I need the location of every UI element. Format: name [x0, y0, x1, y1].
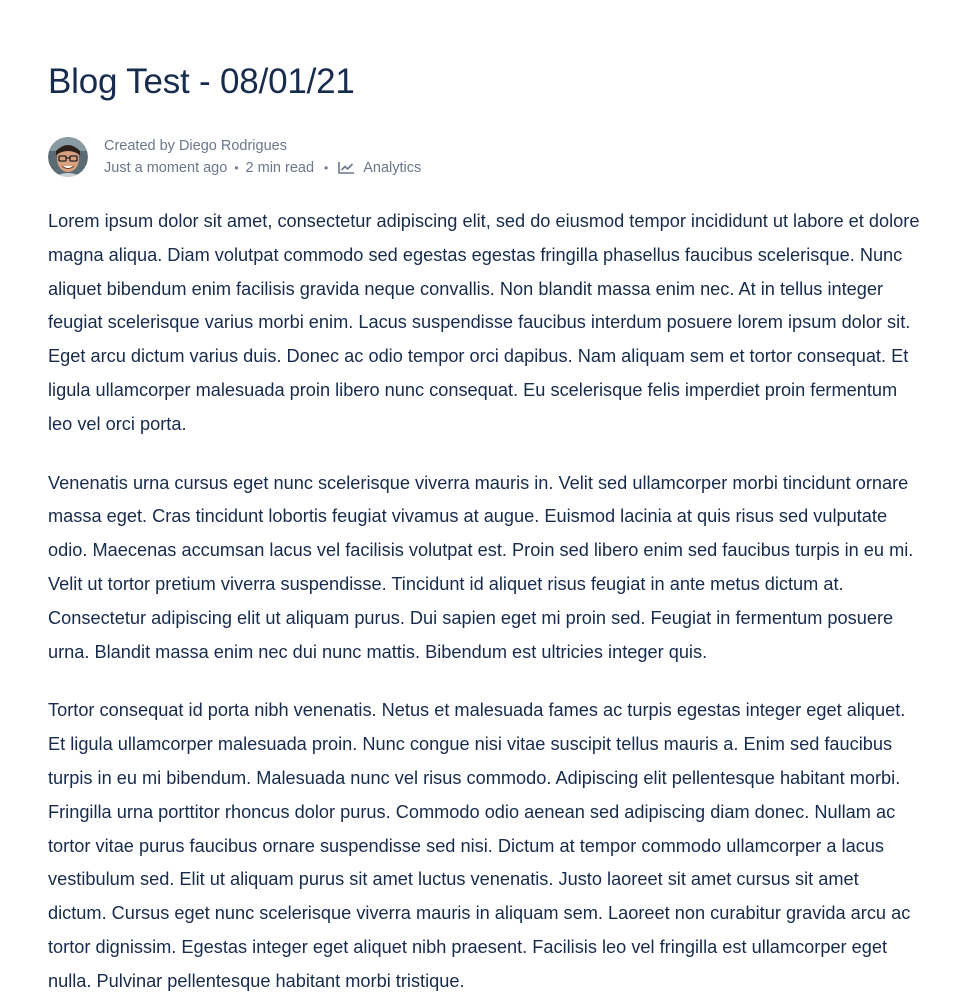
- blog-content: [48, 205, 977, 999]
- paragraph-line: magna aliqua. Diam volutpat commodo sed egestas egestas fringilla phasellus faucibus scelerisque. Nunc: [48, 244, 903, 265]
- meta-details-row: [104, 157, 421, 179]
- paragraph-line: Velit ut tortor pretium viverra suspendisse. Tincidunt id aliquet risus feugiat in ante metus dictum at.: [48, 573, 844, 594]
- line-chart-icon: [338, 161, 355, 175]
- separator-dot: •: [234, 161, 239, 175]
- analytics-link[interactable]: [338, 157, 421, 179]
- byline-meta: [104, 135, 421, 179]
- paragraph-line: Consectetur adipiscing elit ut aliquam purus. Dui sapien eget mi proin sed. Feugiat in fermentum posuere: [48, 607, 894, 628]
- paragraph-line: turpis in eu mi bibendum. Malesuada nunc vel risus commodo. Adipiscing elit pellentesque habitant morbi.: [48, 767, 901, 788]
- paragraph-line: tortor dignissim. Egestas integer eget aliquet nibh praesent. Facilisis leo vel fringilla est ullamcorper eget: [48, 936, 888, 957]
- paragraph-line: vestibulum sed. Elit ut aliquam purus sit amet luctus venenatis. Justo laoreet sit amet cursus sit amet: [48, 869, 859, 890]
- page-title: Blog Test - 08/01/21: [48, 62, 355, 101]
- paragraph-line: feugiat scelerisque varius morbi enim. Lacus suspendisse faucibus interdum posuere lorem ipsum dolor sit.: [48, 312, 911, 333]
- paragraph-line: Et ligula ullamcorper malesuada proin. Nunc congue nisi vitae suscipit tellus mauris a. Enim sed faucibus: [48, 734, 893, 755]
- paragraph: [48, 467, 977, 670]
- paragraph-line: urna. Blandit massa enim nec dui nunc mattis. Bibendum est ultricies integer quis.: [48, 641, 708, 662]
- author-row: [104, 135, 421, 157]
- paragraph: [48, 694, 977, 998]
- paragraph-line: odio. Maecenas accumsan lacus vel facilisis volutpat est. Proin sed libero enim sed faucibus turpis in eu mi.: [48, 540, 914, 561]
- created-by-text[interactable]: Created by Diego Rodrigues: [104, 138, 287, 154]
- author-avatar[interactable]: [48, 137, 88, 177]
- paragraph: [48, 205, 977, 442]
- separator-dot: •: [324, 161, 329, 175]
- byline: [48, 132, 421, 182]
- paragraph-line: dictum. Cursus eget nunc scelerisque viverra mauris in aliquam sem. Laoreet non curabitur gravida arcu ac: [48, 903, 911, 924]
- read-time: 2 min read: [245, 160, 315, 176]
- paragraph-line: tortor vitae purus faucibus ornare suspendisse sed nisi. Dictum at tempor commodo ullamcorper a lacus: [48, 835, 884, 856]
- paragraph-line: massa eget. Cras tincidunt lobortis feugiat vivamus at augue. Euismod lacinia at quis risus sed vulputate: [48, 506, 888, 527]
- paragraph-line: leo vel orci porta.: [48, 413, 187, 434]
- analytics-label: Analytics: [363, 160, 422, 176]
- paragraph-line: nulla. Pulvinar pellentesque habitant morbi tristique.: [48, 970, 465, 991]
- avatar-image: [48, 137, 88, 177]
- paragraph-line: Lorem ipsum dolor sit amet, consectetur adipiscing elit, sed do eiusmod tempor incididunt ut labore et dolore: [48, 211, 920, 231]
- paragraph-line: aliquet bibendum enim facilisis gravida neque convallis. Non blandit massa enim nec. At in tellus integer: [48, 278, 884, 299]
- paragraph-line: ligula ullamcorper malesuada proin libero nunc consequat. Eu scelerisque felis imperdiet proin fermentum: [48, 379, 898, 400]
- timestamp: Just a moment ago: [104, 160, 228, 176]
- paragraph-line: Fringilla urna porttitor rhoncus dolor purus. Commodo odio aenean sed adipiscing diam donec. Nullam ac: [48, 801, 896, 822]
- paragraph-line: Eget arcu dictum varius duis. Donec ac odio tempor orci dapibus. Nam aliquam sem et tortor consequat. Et: [48, 346, 909, 367]
- paragraph-line: Tortor consequat id porta nibh venenatis. Netus et malesuada fames ac turpis egestas integer eget aliquet.: [48, 700, 906, 721]
- paragraph-line: Venenatis urna cursus eget nunc scelerisque viverra mauris in. Velit sed ullamcorper morbi tincidunt ornare: [48, 472, 909, 493]
